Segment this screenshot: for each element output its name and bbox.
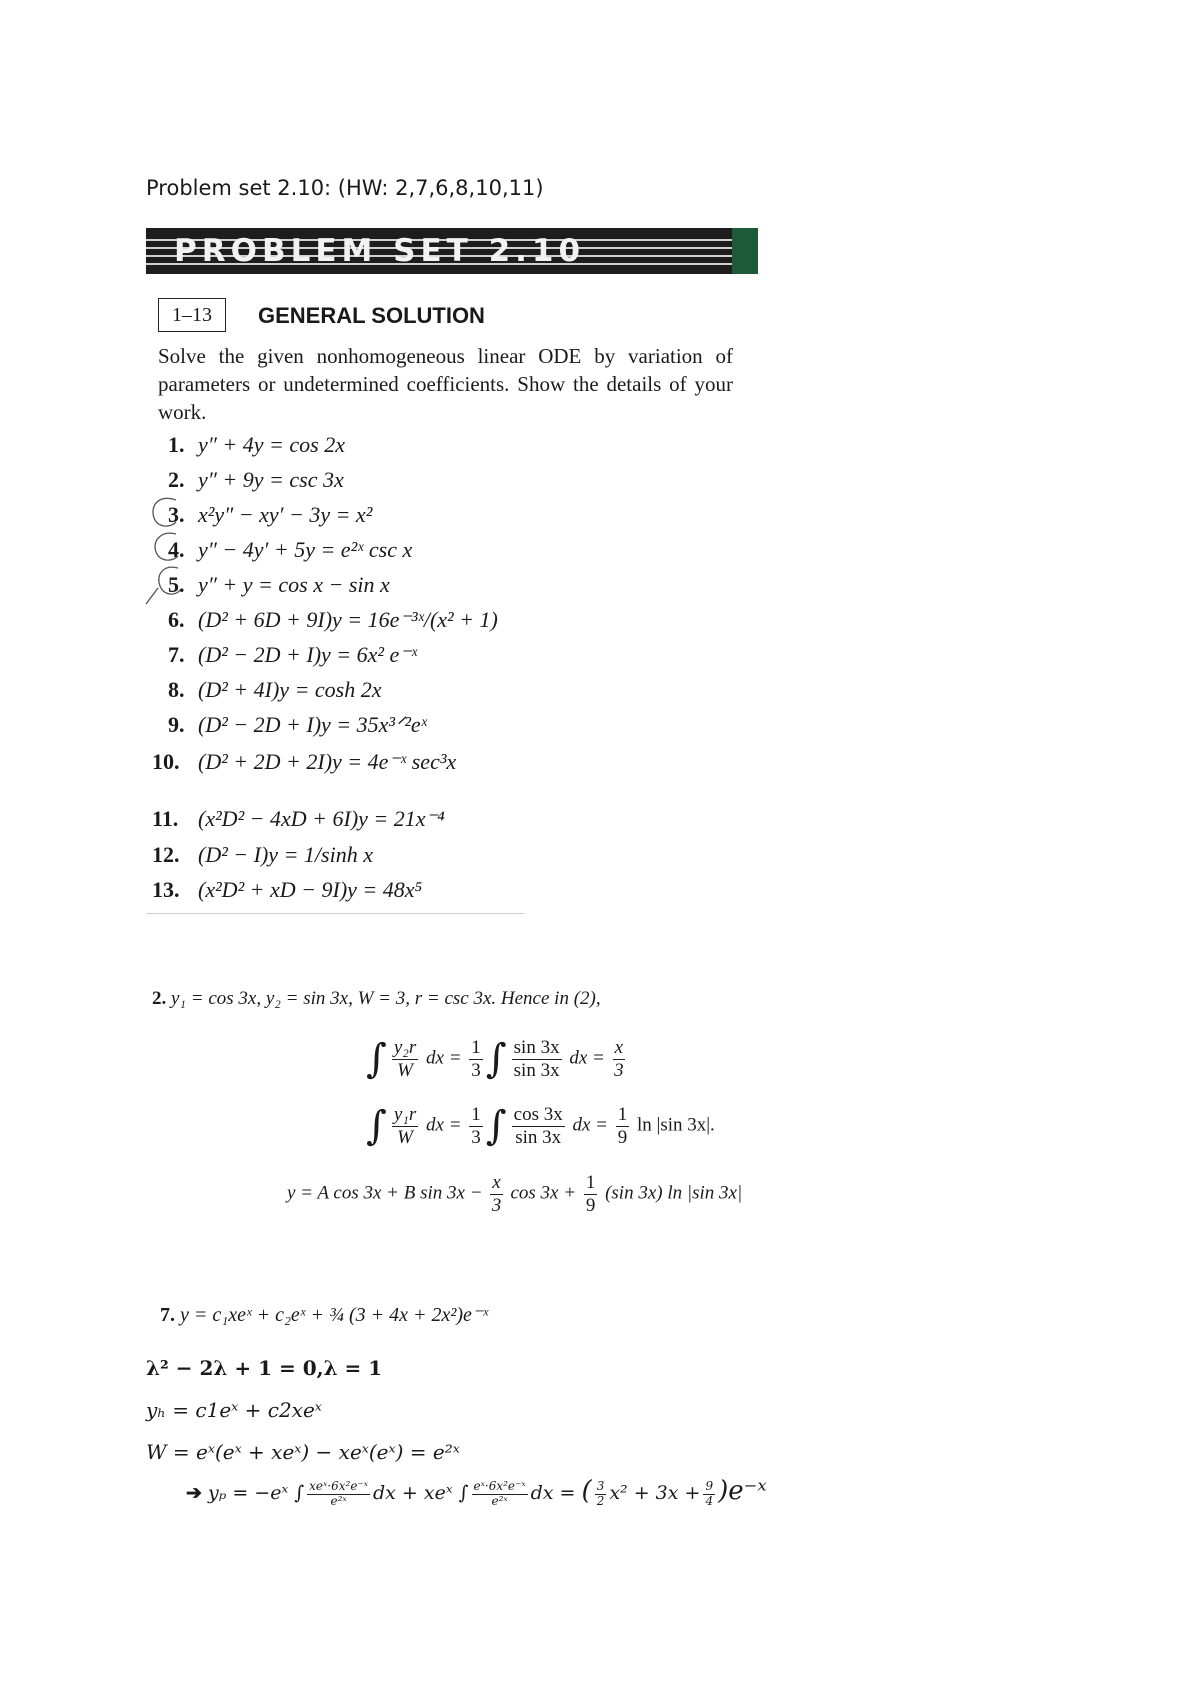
solution-2-final: y = A cos 3x + B sin 3x − $\frac{x}{3}$ cos 3x + $\frac{1}{9}$ (sin 3x) ln |sin 3x| (287, 1172, 743, 1216)
problem-7: 7. (D² − 2D + I)y = 6x² e⁻ˣ (168, 642, 418, 667)
particular-solution: ➔ yₚ = −eˣ ∫ $\frac{\text{xeˣ·6x²e⁻ˣ}}{\text{e²ˣ}}$ dx + xeˣ ∫ $\frac{\text{eˣ·6x²e⁻ˣ}}{\text{e²ˣ}}$ dx = ( $\frac{3}{2}$ x² + 3x + $\frac{9}{4}$ )e⁻ˣ (186, 1476, 767, 1508)
section-divider (146, 913, 524, 914)
homogeneous-solution: yₕ = c1eˣ + c2xeˣ (146, 1398, 322, 1422)
wronskian: W = eˣ(eˣ + xeˣ) − xeˣ(eˣ) = e²ˣ (146, 1440, 460, 1464)
problem-13: 13. (x²D² + xD − 9I)y = 48x⁵ (152, 877, 423, 902)
banner-accent (732, 228, 758, 274)
problem-4: 4. y″ − 4y′ + 5y = e²ˣ csc x (168, 537, 413, 562)
problem-range-box: 1–13 (158, 298, 226, 332)
problem-9: 9. (D² − 2D + I)y = 35x³ᐟ²eˣ (168, 712, 427, 737)
problem-11: 11. (x²D² − 4xD + 6I)y = 21x⁻⁴ (152, 806, 445, 831)
instructions-text: Solve the given nonhomogeneous linear ODE by variation of parameters or undetermined coefficients. Show the details of your work. (158, 344, 733, 424)
handwritten-marks (140, 492, 200, 612)
arrow-icon: ➔ (186, 1482, 202, 1504)
solution-2-intro: 2. y₁ = cos 3x, y₂ = sin 3x, W = 3, r = csc 3x. Hence in (2), (152, 988, 601, 1009)
problem-2: 2. y″ + 9y = csc 3x (168, 467, 344, 492)
problem-3: 3. x²y″ − xy′ − 3y = x² (168, 502, 373, 527)
problem-5: 5. y″ + y = cos x − sin x (168, 572, 390, 597)
problem-12: 12. (D² − I)y = 1/sinh x (152, 842, 373, 867)
problem-10: 10. (D² + 2D + 2I)y = 4e⁻ˣ sec³x (152, 749, 457, 774)
banner-title: PROBLEM SET 2.10 (174, 233, 586, 269)
problem-8: 8. (D² + 4I)y = cosh 2x (168, 677, 382, 702)
solution-7-answer: 7. y = c₁xeˣ + c₂eˣ + ¾ (3 + 4x + 2x²)e⁻ˣ (160, 1304, 489, 1326)
problem-1: 1. y″ + 4y = cos 2x (168, 432, 345, 457)
section-title: GENERAL SOLUTION (258, 303, 485, 328)
solution-2-integral-1: ∫ $\frac{\text{y₂r}}{W}$ dx = $\frac{1}{3}$ ∫ $\frac{\sin 3x}{\sin 3x}$ dx = $\frac{x}{3}$ (366, 1036, 624, 1082)
problem-set-banner (146, 228, 758, 274)
page-title: Problem set 2.10: (HW: 2,7,6,8,10,11) (146, 176, 544, 200)
solution-2-integral-2: ∫ $\frac{\text{y₁r}}{W}$ dx = $\frac{1}{3}$ ∫ $\frac{\cos 3x}{\sin 3x}$ dx = $\frac{1}{9}$ ln |sin 3x|. (366, 1103, 715, 1149)
characteristic-equation: λ² − 2λ + 1 = 0,λ = 1 (146, 1356, 383, 1380)
problem-6: 6. (D² + 6D + 9I)y = 16e⁻³ˣ/(x² + 1) (168, 607, 498, 632)
